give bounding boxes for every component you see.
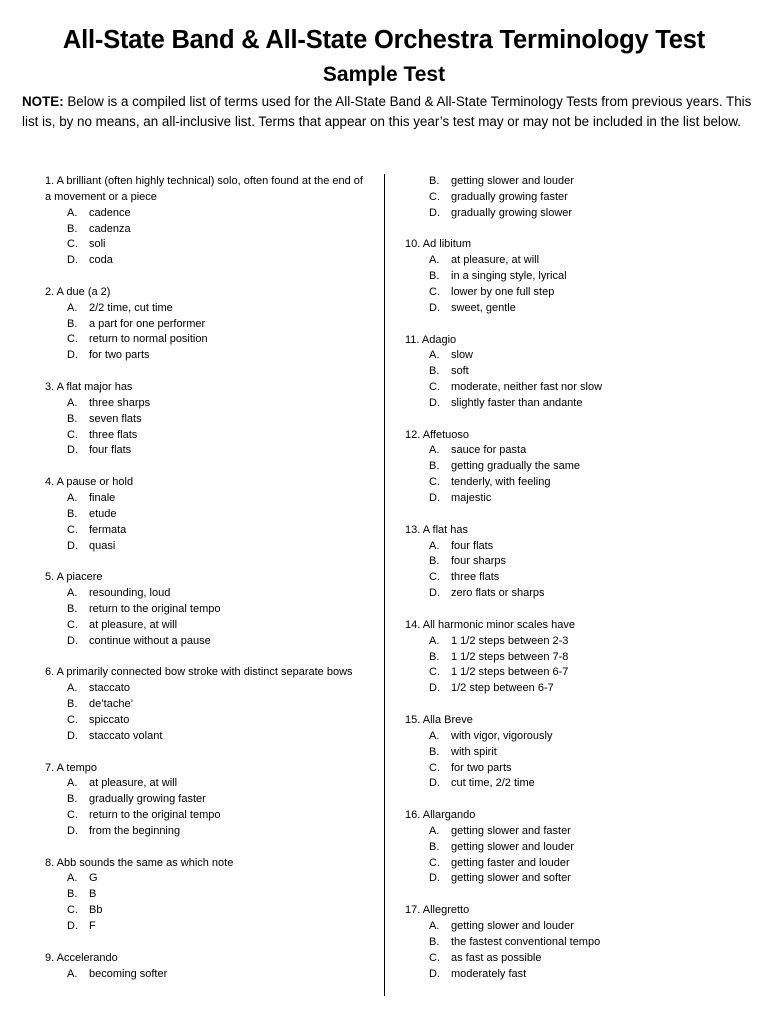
question-stem: 6. A primarily connected bow stroke with distinct separate bows: [45, 666, 353, 679]
option-letter: B.: [67, 602, 78, 615]
option-text: sauce for pasta: [451, 444, 527, 457]
question-stem: 9. Accelerando: [45, 951, 118, 964]
answer-option: [391, 967, 741, 983]
answer-option: [30, 776, 370, 792]
option-letter: C.: [429, 476, 440, 489]
option-text: return to the original tempo: [89, 809, 221, 822]
question-item: [391, 523, 741, 602]
answer-option: [391, 919, 741, 935]
option-text: spiccato: [89, 713, 130, 726]
option-text: zero flats or sharps: [451, 587, 545, 600]
answer-option: [30, 412, 370, 428]
option-letter: A.: [67, 682, 78, 695]
question-item: [30, 174, 370, 269]
option-letter: B.: [67, 507, 78, 520]
answer-option: [391, 570, 741, 586]
option-letter: C.: [67, 238, 78, 251]
option-text: getting gradually the same: [451, 460, 581, 473]
option-text: gradually growing faster: [89, 793, 206, 806]
answer-option: [391, 729, 741, 745]
answer-option: [30, 919, 370, 935]
answer-option: [30, 539, 370, 555]
answer-option: [30, 887, 370, 903]
answer-option: [391, 665, 741, 681]
option-letter: C.: [429, 761, 440, 774]
question-stem: 12. Affetuoso: [405, 428, 470, 441]
answer-option: [30, 634, 370, 650]
option-text: three sharps: [89, 396, 151, 409]
option-text: getting faster and louder: [451, 856, 570, 869]
answer-option: [391, 380, 741, 396]
option-letter: D.: [429, 967, 440, 980]
option-letter: B.: [429, 175, 440, 187]
question-stem: 8. Abb sounds the same as which note: [45, 856, 234, 869]
option-letter: D.: [67, 444, 78, 457]
option-text: for two parts: [89, 349, 150, 362]
answer-option: [30, 792, 370, 808]
option-letter: C.: [67, 809, 78, 822]
answer-option: [391, 539, 741, 555]
answer-option: [391, 824, 741, 840]
option-letter: A.: [67, 396, 78, 409]
right-column: [391, 174, 741, 998]
option-letter: C.: [429, 285, 440, 298]
option-text: tenderly, with feeling: [451, 476, 551, 489]
question-stem: 2. A due (a 2): [45, 285, 111, 298]
option-text: four flats: [451, 539, 494, 552]
option-letter: A.: [67, 872, 78, 885]
option-letter: A.: [67, 206, 78, 219]
page-subtitle: Sample Test: [322, 63, 446, 86]
option-text: 1 1/2 steps between 6-7: [451, 666, 569, 679]
option-text: 2/2 time, cut time: [89, 301, 173, 314]
answer-option: [30, 618, 370, 634]
option-letter: D.: [67, 634, 78, 647]
option-letter: C.: [67, 523, 78, 536]
answer-option: [30, 967, 370, 983]
option-text: seven flats: [89, 412, 142, 425]
option-letter: A.: [67, 492, 78, 505]
answer-option: [30, 428, 370, 444]
question-stem: 16. Allargando: [405, 809, 476, 822]
answer-option: [30, 713, 370, 729]
answer-option: [391, 190, 741, 206]
question-stem: 7. A tempo: [45, 761, 97, 774]
option-text: finale: [89, 492, 116, 505]
question-item: [30, 380, 370, 459]
option-text: F: [89, 919, 96, 932]
option-text: slow: [451, 349, 474, 362]
option-letter: C.: [67, 618, 78, 631]
question-stem: 11. Adagio: [405, 333, 457, 346]
left-column: [30, 174, 370, 998]
option-letter: B.: [429, 840, 440, 853]
option-letter: A.: [429, 634, 440, 647]
option-text: G: [89, 872, 98, 885]
answer-option: [30, 808, 370, 824]
answer-option: [30, 317, 370, 333]
option-text: moderately fast: [451, 967, 527, 980]
question-stem: 5. A piacere: [45, 571, 103, 584]
option-letter: B.: [67, 793, 78, 806]
answer-option: [30, 301, 370, 317]
option-text: Bb: [89, 904, 103, 917]
option-text: soft: [451, 365, 469, 378]
option-text: as fast as possible: [451, 951, 542, 964]
option-letter: D.: [67, 824, 78, 837]
question-item: [30, 665, 370, 744]
question-stem: 15. Alla Breve: [405, 713, 473, 726]
option-letter: D.: [429, 777, 440, 790]
question-stem: 14. All harmonic minor scales have: [405, 618, 575, 631]
option-letter: C.: [429, 571, 440, 584]
option-letter: C.: [67, 333, 78, 346]
answer-option: [391, 206, 741, 222]
answer-option: [391, 443, 741, 459]
option-text: gradually growing slower: [451, 206, 573, 219]
option-text: getting slower and louder: [451, 175, 574, 187]
option-letter: D.: [67, 349, 78, 362]
answer-option: [30, 396, 370, 412]
question-item: [391, 808, 741, 887]
option-letter: A.: [67, 967, 78, 980]
option-text: in a singing style, lyrical: [451, 270, 567, 283]
answer-option: [391, 285, 741, 301]
answer-option: [391, 935, 741, 951]
option-letter: A.: [429, 729, 440, 742]
continued-question: [391, 174, 741, 222]
option-letter: C.: [429, 856, 440, 869]
option-letter: D.: [429, 587, 440, 600]
option-letter: D.: [67, 254, 78, 267]
answer-option: [391, 348, 741, 364]
option-letter: B.: [67, 222, 78, 235]
answer-option: [391, 586, 741, 602]
option-text: three flats: [451, 571, 500, 584]
answer-option: [30, 222, 370, 238]
option-letter: A.: [67, 301, 78, 314]
option-text: becoming softer: [89, 967, 168, 980]
question-stem: 1. A brilliant (often highly technical) solo, often found at the end of a movement or a piece: [45, 175, 363, 203]
option-text: cadenza: [89, 222, 131, 235]
option-letter: B.: [429, 555, 440, 568]
option-text: getting slower and louder: [451, 840, 574, 853]
question-item: [391, 618, 741, 697]
option-text: at pleasure, at will: [89, 777, 178, 790]
option-text: a part for one performer: [89, 317, 206, 330]
note-label: NOTE:: [22, 94, 64, 109]
question-item: [391, 333, 741, 412]
answer-option: [391, 459, 741, 475]
note-paragraph: [22, 92, 752, 131]
answer-option: [391, 554, 741, 570]
option-text: moderate, neither fast nor slow: [451, 381, 603, 394]
option-letter: D.: [429, 301, 440, 314]
option-text: majestic: [451, 492, 492, 505]
question-item: [391, 237, 741, 316]
option-letter: D.: [67, 539, 78, 552]
question-item: [30, 285, 370, 364]
option-letter: A.: [429, 920, 440, 933]
option-text: four flats: [89, 444, 132, 457]
answer-option: [391, 681, 741, 697]
answer-option: [391, 253, 741, 269]
option-letter: B.: [67, 698, 78, 711]
option-text: etude: [89, 507, 117, 520]
option-letter: B.: [429, 460, 440, 473]
answer-option: [391, 951, 741, 967]
answer-option: [30, 237, 370, 253]
answer-option: [391, 650, 741, 666]
option-letter: B.: [429, 365, 440, 378]
answer-option: [391, 745, 741, 761]
question-item: [30, 951, 370, 983]
question-item: [30, 856, 370, 935]
option-letter: C.: [429, 951, 440, 964]
option-text: at pleasure, at will: [451, 254, 540, 267]
option-letter: C.: [429, 190, 440, 203]
option-letter: A.: [429, 349, 440, 362]
option-text: quasi: [89, 539, 116, 552]
option-letter: B.: [429, 270, 440, 283]
option-letter: A.: [429, 539, 440, 552]
option-text: getting slower and faster: [451, 824, 571, 837]
answer-option: [30, 586, 370, 602]
option-letter: A.: [429, 824, 440, 837]
option-text: fermata: [89, 523, 127, 536]
page-title: All-State Band & All-State Orchestra Terminology Test: [62, 26, 706, 54]
answer-option: [30, 681, 370, 697]
option-letter: D.: [429, 682, 440, 695]
option-text: coda: [89, 254, 113, 267]
answer-option: [30, 507, 370, 523]
option-text: cadence: [89, 206, 131, 219]
answer-option: [30, 348, 370, 364]
option-text: return to normal position: [89, 333, 208, 346]
answer-option: [391, 871, 741, 887]
answer-option: [30, 903, 370, 919]
option-text: three flats: [89, 428, 138, 441]
answer-option: [30, 332, 370, 348]
option-letter: A.: [429, 254, 440, 267]
answer-option: [30, 206, 370, 222]
option-text: with vigor, vigorously: [451, 729, 553, 742]
option-text: lower by one full step: [451, 285, 555, 298]
option-letter: B.: [67, 412, 78, 425]
answer-option: [30, 253, 370, 269]
option-letter: B.: [429, 745, 440, 758]
option-text: getting slower and softer: [451, 872, 571, 885]
option-letter: B.: [67, 317, 78, 330]
answer-option: [30, 824, 370, 840]
question-item: [391, 428, 741, 507]
option-text: getting slower and louder: [451, 920, 574, 933]
option-letter: D.: [429, 396, 440, 409]
option-text: return to the original tempo: [89, 602, 221, 615]
option-text: four sharps: [451, 555, 507, 568]
answer-option: [391, 634, 741, 650]
question-item: [30, 570, 370, 649]
option-text: 1 1/2 steps between 2-3: [451, 634, 569, 647]
answer-option: [391, 364, 741, 380]
answer-option: [391, 761, 741, 777]
answer-option: [30, 491, 370, 507]
option-letter: C.: [67, 904, 78, 917]
option-text: with spirit: [451, 745, 497, 758]
option-text: slightly faster than andante: [451, 396, 583, 409]
option-text: continue without a pause: [89, 634, 211, 647]
column-divider: [384, 174, 385, 996]
question-stem: 10. Ad libitum: [405, 238, 472, 251]
answer-option: [30, 697, 370, 713]
option-text: 1/2 step between 6-7: [451, 682, 554, 695]
option-letter: D.: [429, 206, 440, 219]
answer-option: [391, 396, 741, 412]
option-letter: B.: [429, 935, 440, 948]
option-letter: B.: [67, 888, 78, 901]
option-text: B: [89, 888, 97, 901]
option-letter: D.: [67, 919, 78, 932]
option-letter: D.: [429, 492, 440, 505]
question-item: [391, 713, 741, 792]
question-stem: 3. A flat major has: [45, 381, 133, 394]
answer-option: [391, 269, 741, 285]
option-text: resounding, loud: [89, 587, 171, 600]
option-text: the fastest conventional tempo: [451, 935, 601, 948]
question-item: [391, 903, 741, 982]
option-text: staccato volant: [89, 729, 163, 742]
option-letter: A.: [67, 777, 78, 790]
option-text: for two parts: [451, 761, 512, 774]
option-text: gradually growing faster: [451, 190, 568, 203]
answer-option: [391, 174, 741, 190]
answer-option: [30, 602, 370, 618]
answer-option: [391, 491, 741, 507]
answer-option: [391, 301, 741, 317]
answer-option: [30, 871, 370, 887]
question-stem: 17. Allegretto: [405, 904, 470, 917]
option-letter: C.: [67, 713, 78, 726]
answer-option: [391, 776, 741, 792]
question-item: [30, 475, 370, 554]
option-text: at pleasure, at will: [89, 618, 178, 631]
answer-option: [30, 729, 370, 745]
option-letter: C.: [429, 666, 440, 679]
option-text: from the beginning: [89, 824, 181, 837]
question-stem: 4. A pause or hold: [45, 476, 134, 489]
option-text: sweet, gentle: [451, 301, 516, 314]
option-text: 1 1/2 steps between 7-8: [451, 650, 569, 663]
answer-option: [391, 856, 741, 872]
option-letter: D.: [67, 729, 78, 742]
option-letter: A.: [429, 444, 440, 457]
answer-option: [30, 523, 370, 539]
option-text: cut time, 2/2 time: [451, 777, 535, 790]
option-text: soli: [89, 238, 106, 251]
option-letter: D.: [429, 872, 440, 885]
answer-option: [391, 840, 741, 856]
answer-option: [391, 475, 741, 491]
answer-option: [30, 443, 370, 459]
option-letter: C.: [429, 381, 440, 394]
question-item: [30, 761, 370, 840]
option-letter: C.: [67, 428, 78, 441]
option-text: staccato: [89, 682, 130, 695]
option-text: de’tache’: [89, 698, 134, 711]
question-stem: 13. A flat has: [405, 523, 468, 536]
option-letter: A.: [67, 587, 78, 600]
note-text: Below is a compiled list of terms used for the All-State Band & All-State Terminology Tests from previous years. This list is, by no means, an all-inclusive list. Terms that appear on this year’s test may or may not be included in the list below.: [22, 94, 752, 129]
option-letter: B.: [429, 650, 440, 663]
